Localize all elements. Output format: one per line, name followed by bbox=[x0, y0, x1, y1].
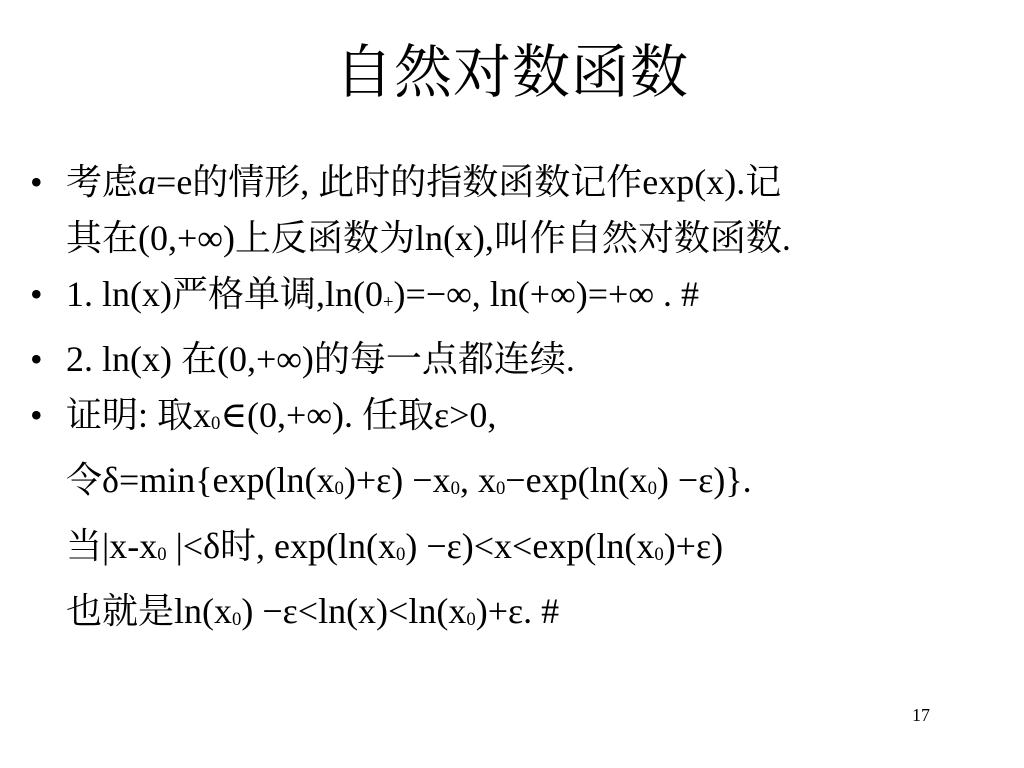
text-fragment: ) −ε)}. bbox=[656, 460, 752, 501]
bullet-dot: • bbox=[30, 339, 43, 380]
subscript: + bbox=[382, 292, 394, 314]
text-fragment: 考虑 bbox=[66, 162, 139, 202]
text-fragment: ) −ε<ln(x)<ln(x bbox=[241, 590, 467, 631]
text-fragment: 1. ln(x)严格单调,ln(0 bbox=[66, 274, 383, 314]
definition-line-2: 其在(0,+∞)上反函数为ln(x),叫作自然对数函数. bbox=[66, 218, 791, 258]
bullet-item-continuity bbox=[30, 331, 1000, 387]
subscript: 0 bbox=[466, 609, 476, 631]
page-number: 17 bbox=[912, 705, 930, 725]
text-fragment: ) −ε)<x<exp(ln(x bbox=[405, 525, 655, 566]
monotonic-line bbox=[66, 266, 1000, 331]
proof-line-delta bbox=[30, 452, 1000, 517]
proof-line-when bbox=[30, 518, 1000, 583]
subscript: 0 bbox=[396, 543, 406, 565]
text-fragment: )+ε) −x bbox=[343, 460, 451, 501]
continuity-line: 2. ln(x) 在(0,+∞)的每一点都连续. bbox=[66, 339, 575, 380]
bullet-dot: • bbox=[30, 162, 43, 202]
subscript: 0 bbox=[647, 478, 657, 500]
text-fragment: 证明: 取x bbox=[66, 395, 212, 436]
text-fragment: )+ε) bbox=[663, 525, 724, 566]
text-fragment: −exp(ln(x bbox=[505, 460, 648, 501]
subscript: 0 bbox=[495, 478, 506, 500]
bullet-dot: • bbox=[30, 395, 43, 436]
text-fragment: |<δ时, exp(ln(x bbox=[166, 525, 396, 566]
slide-body bbox=[30, 154, 1000, 648]
text-fragment: 也就是ln(x bbox=[66, 590, 232, 631]
proof-line-conclusion bbox=[30, 583, 1000, 648]
text-fragment: )=−∞, ln(+∞)=+∞ . # bbox=[393, 274, 700, 314]
text-fragment: 令δ=min{exp(ln(x bbox=[66, 460, 335, 501]
subscript: 0 bbox=[334, 478, 344, 500]
bullet-item-definition bbox=[30, 154, 1000, 266]
subscript: 0 bbox=[232, 609, 242, 631]
variable-a: a bbox=[138, 162, 157, 202]
subscript: 0 bbox=[157, 543, 167, 565]
subscript: 0 bbox=[654, 543, 664, 565]
subscript: 0 bbox=[211, 413, 221, 435]
text-fragment: =e的情形, 此时的指数函数记作exp(x).记 bbox=[156, 162, 782, 202]
definition-line-1 bbox=[66, 154, 1000, 210]
subscript: 0 bbox=[450, 478, 460, 500]
text-fragment: , x bbox=[459, 460, 496, 501]
slide-title: 自然对数函数 bbox=[334, 40, 689, 105]
bullet-item-proof bbox=[30, 387, 1000, 452]
text-fragment: )+ε. # bbox=[475, 590, 560, 631]
proof-line-1 bbox=[66, 387, 1000, 452]
text-fragment: 当|x-x bbox=[66, 525, 158, 566]
bullet-dot: • bbox=[30, 274, 43, 314]
text-fragment: ∈(0,+∞). 任取ε>0, bbox=[220, 395, 497, 436]
bullet-item-monotonic bbox=[30, 266, 1000, 331]
